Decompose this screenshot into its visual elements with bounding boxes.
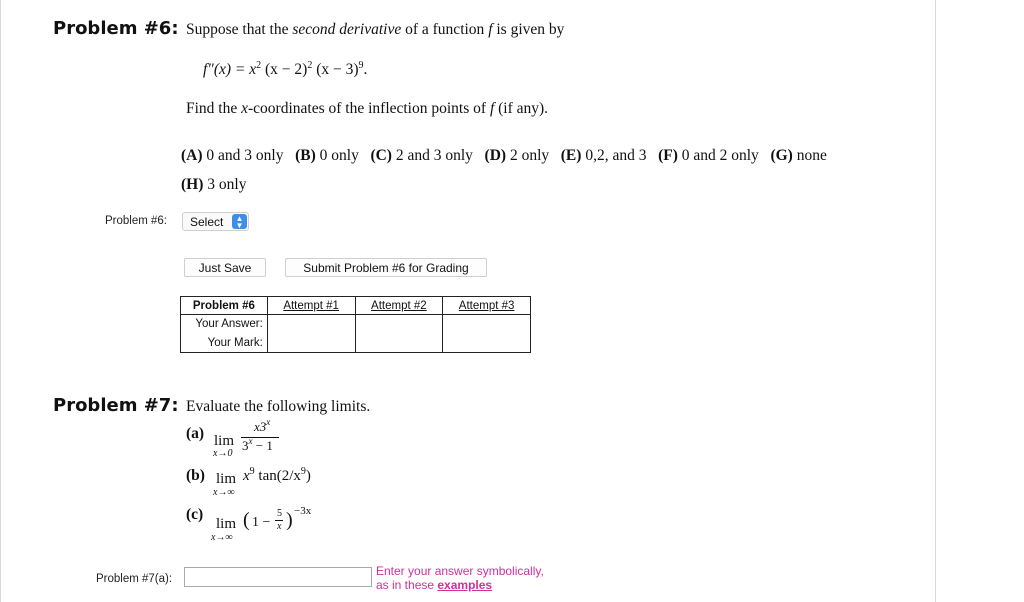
hint-line-2: as in these examples [376, 578, 493, 592]
attempt-2-cell [355, 315, 443, 353]
problem6-heading: Problem #6: [53, 18, 179, 39]
choice-h: (H) 3 only [181, 176, 247, 193]
limit-b-lim: lim [216, 471, 237, 487]
limit-c-lim: lim [216, 516, 237, 532]
limit-a-label: (a) [186, 425, 205, 442]
limit-a-lim: lim [214, 433, 235, 449]
problem7-intro: Evaluate the following limits. [186, 398, 371, 415]
select-value: Select [190, 214, 224, 229]
problem7a-answer-input[interactable] [184, 567, 372, 587]
problem7-heading: Problem #7: [53, 395, 179, 416]
limit-a-denominator: $3^x - 1$ [242, 436, 273, 453]
choice-e: (E) 0,2, and 3 [560, 147, 647, 164]
attempt-1-link[interactable]: Attempt #1 [267, 297, 355, 315]
hint-line-1: Enter your answer symbolically, [376, 564, 544, 578]
table-header-problem: Problem #6 [181, 297, 268, 315]
problem6-select-label: Problem #6: [105, 215, 168, 227]
chevron-up-down-icon: ▲ ▼ [232, 214, 247, 229]
problem6-formula: f"(x) = $x^2$ $(x - 2)^2$ $(x - 3)^9$. [203, 60, 368, 78]
limit-c-one-minus: 1 − [252, 515, 271, 530]
choice-b: (B) 0 only [295, 147, 359, 164]
your-mark-label: Your Mark: [181, 334, 268, 353]
limit-b-label: (b) [186, 467, 205, 484]
choice-f: (F) 0 and 2 only [658, 147, 759, 164]
attempt-3-link[interactable]: Attempt #3 [443, 297, 531, 315]
answer-select[interactable] [182, 212, 249, 231]
attempt-2-link[interactable]: Attempt #2 [355, 297, 443, 315]
limit-c-open-paren: ( [243, 509, 250, 531]
limit-c-close-paren: ) [286, 509, 293, 531]
attempt-3-cell [443, 315, 531, 353]
choices-row-2 [181, 176, 246, 194]
limit-a-sub: x→0 [213, 448, 233, 459]
choices-row-1 [181, 147, 827, 165]
limit-c-label: (c) [186, 506, 204, 523]
problem6-intro: Suppose that the second derivative of a function f is given by [186, 21, 565, 38]
examples-link[interactable]: examples [437, 578, 493, 592]
limit-c-exponent: −3x [294, 505, 312, 517]
problem6-question: Find the x-coordinates of the inflection points of f (if any). [186, 100, 549, 117]
choice-a: (A) 0 and 3 only [181, 147, 284, 164]
submit-button[interactable]: Submit Problem #6 for Grading [285, 258, 487, 277]
choice-c: (C) 2 and 3 only [370, 147, 473, 164]
your-answer-label: Your Answer: [181, 315, 268, 334]
limit-b-expression: $x^9$ $\tan(2/x^9)$ [243, 466, 311, 484]
limit-c-sub: x→∞ [211, 532, 233, 543]
choice-d: (D) 2 only [484, 147, 550, 164]
limit-b-sub: x→∞ [213, 487, 235, 498]
limit-c-frac-den: x [277, 521, 282, 532]
attempt-1-cell [267, 315, 355, 353]
just-save-button[interactable]: Just Save [184, 258, 266, 277]
choice-g: (G) none [770, 147, 827, 164]
limit-a-numerator: x3$^x$ [254, 417, 271, 434]
attempts-table [180, 296, 531, 353]
limit-c-frac-num: 5 [277, 508, 282, 519]
problem7-input-label: Problem #7(a): [96, 573, 173, 585]
